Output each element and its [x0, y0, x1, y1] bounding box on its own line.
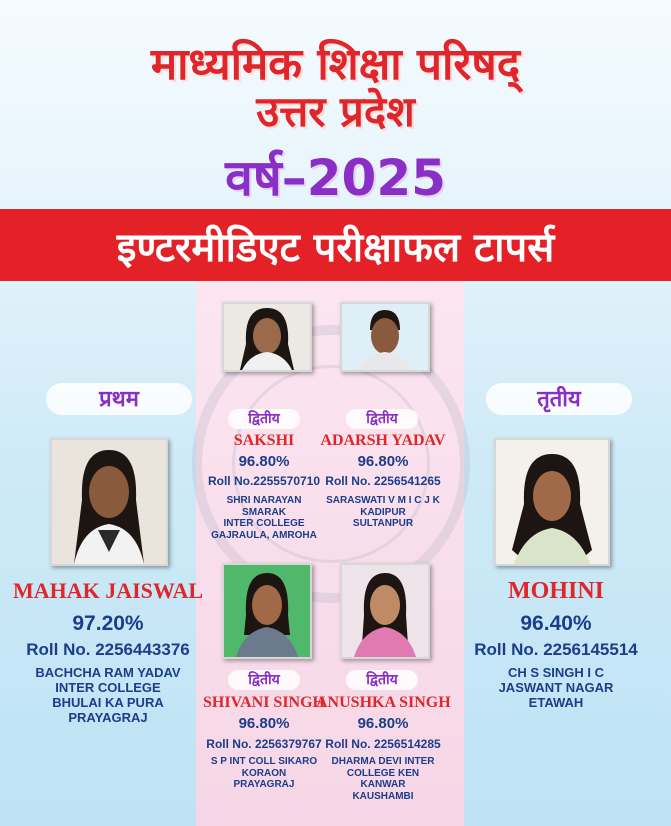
- second-topper-photo-shivani: [222, 563, 312, 659]
- state-title: उत्तर प्रदेश: [256, 87, 415, 136]
- second-topper-school-sakshi: SHRI NARAYAN SMARAK INTER COLLEGE GAJRAULA, AMROHA: [211, 495, 317, 541]
- year-title: वर्ष–2025: [225, 149, 446, 207]
- second-topper-photo-adarsh: [340, 302, 430, 372]
- second-topper-percent-shivani: 96.80%: [238, 715, 290, 732]
- second-topper-school-adarsh: SARASWATI V M I C J K KADIPUR SULTANPUR: [326, 495, 440, 529]
- second-topper-school-anushka: DHARMA DEVI INTER COLLEGE KEN KANWAR KAUSHAMBI: [331, 756, 435, 802]
- first-topper-school: BACHCHA RAM YADAV INTER COLLEGE BHULAI KA PURA PRAYAGRAJ: [35, 665, 181, 725]
- third-topper-photo: [494, 438, 610, 566]
- second-topper-name-sakshi: SAKSHI: [233, 432, 295, 449]
- third-rank-label: तृतीय: [486, 383, 632, 415]
- second-topper-roll-anushka: Roll No. 2256514285: [325, 737, 441, 751]
- second-topper-percent-sakshi: 96.80%: [238, 453, 290, 470]
- student-portrait-icon: [342, 304, 428, 370]
- student-portrait-icon: [496, 440, 608, 564]
- second-rank-label-adarsh: द्वितीय: [346, 409, 418, 429]
- first-topper-photo: [50, 438, 168, 566]
- third-topper-percent: 96.40%: [520, 612, 592, 635]
- student-portrait-icon: [342, 565, 428, 657]
- second-rank-label-anushka: द्वितीय: [346, 670, 418, 690]
- student-portrait-icon: [224, 565, 310, 657]
- second-topper-name-shivani: SHIVANI SINGH: [203, 694, 325, 711]
- first-topper-roll: Roll No. 2256443376: [26, 640, 190, 659]
- first-topper-name: MAHAK JAISWAL: [12, 578, 204, 603]
- second-topper-roll-adarsh: Roll No. 2256541265: [325, 474, 441, 488]
- first-topper-percent: 97.20%: [72, 612, 144, 635]
- third-topper-roll: Roll No. 2256145514: [474, 640, 638, 659]
- second-rank-label-shivani: द्वितीय: [228, 670, 300, 690]
- second-topper-photo-anushka: [340, 563, 430, 659]
- second-topper-name-adarsh: ADARSH YADAV: [320, 432, 446, 449]
- second-topper-percent-adarsh: 96.80%: [357, 453, 409, 470]
- third-topper-school: CH S SINGH I C JASWANT NAGAR ETAWAH: [498, 665, 614, 710]
- board-title: माध्यमिक शिक्षा परिषद्: [150, 39, 521, 90]
- second-topper-name-anushka: ANUSHKA SINGH: [316, 694, 451, 711]
- second-topper-photo-sakshi: [222, 302, 312, 372]
- second-topper-roll-sakshi: Roll No.2255570710: [207, 474, 321, 488]
- second-rank-label-sakshi: द्वितीय: [228, 409, 300, 429]
- student-portrait-icon: [224, 304, 310, 370]
- second-topper-school-shivani: S P INT COLL SIKARO KORAON PRAYAGRAJ: [210, 756, 318, 790]
- first-rank-label: प्रथम: [46, 383, 192, 415]
- second-topper-roll-shivani: Roll No. 2256379767: [206, 737, 322, 751]
- third-topper-name: MOHINI: [508, 578, 604, 604]
- student-portrait-icon: [52, 440, 166, 564]
- second-topper-percent-anushka: 96.80%: [357, 715, 409, 732]
- result-banner: इण्टरमीडिएट परीक्षाफल टापर्स: [0, 209, 671, 281]
